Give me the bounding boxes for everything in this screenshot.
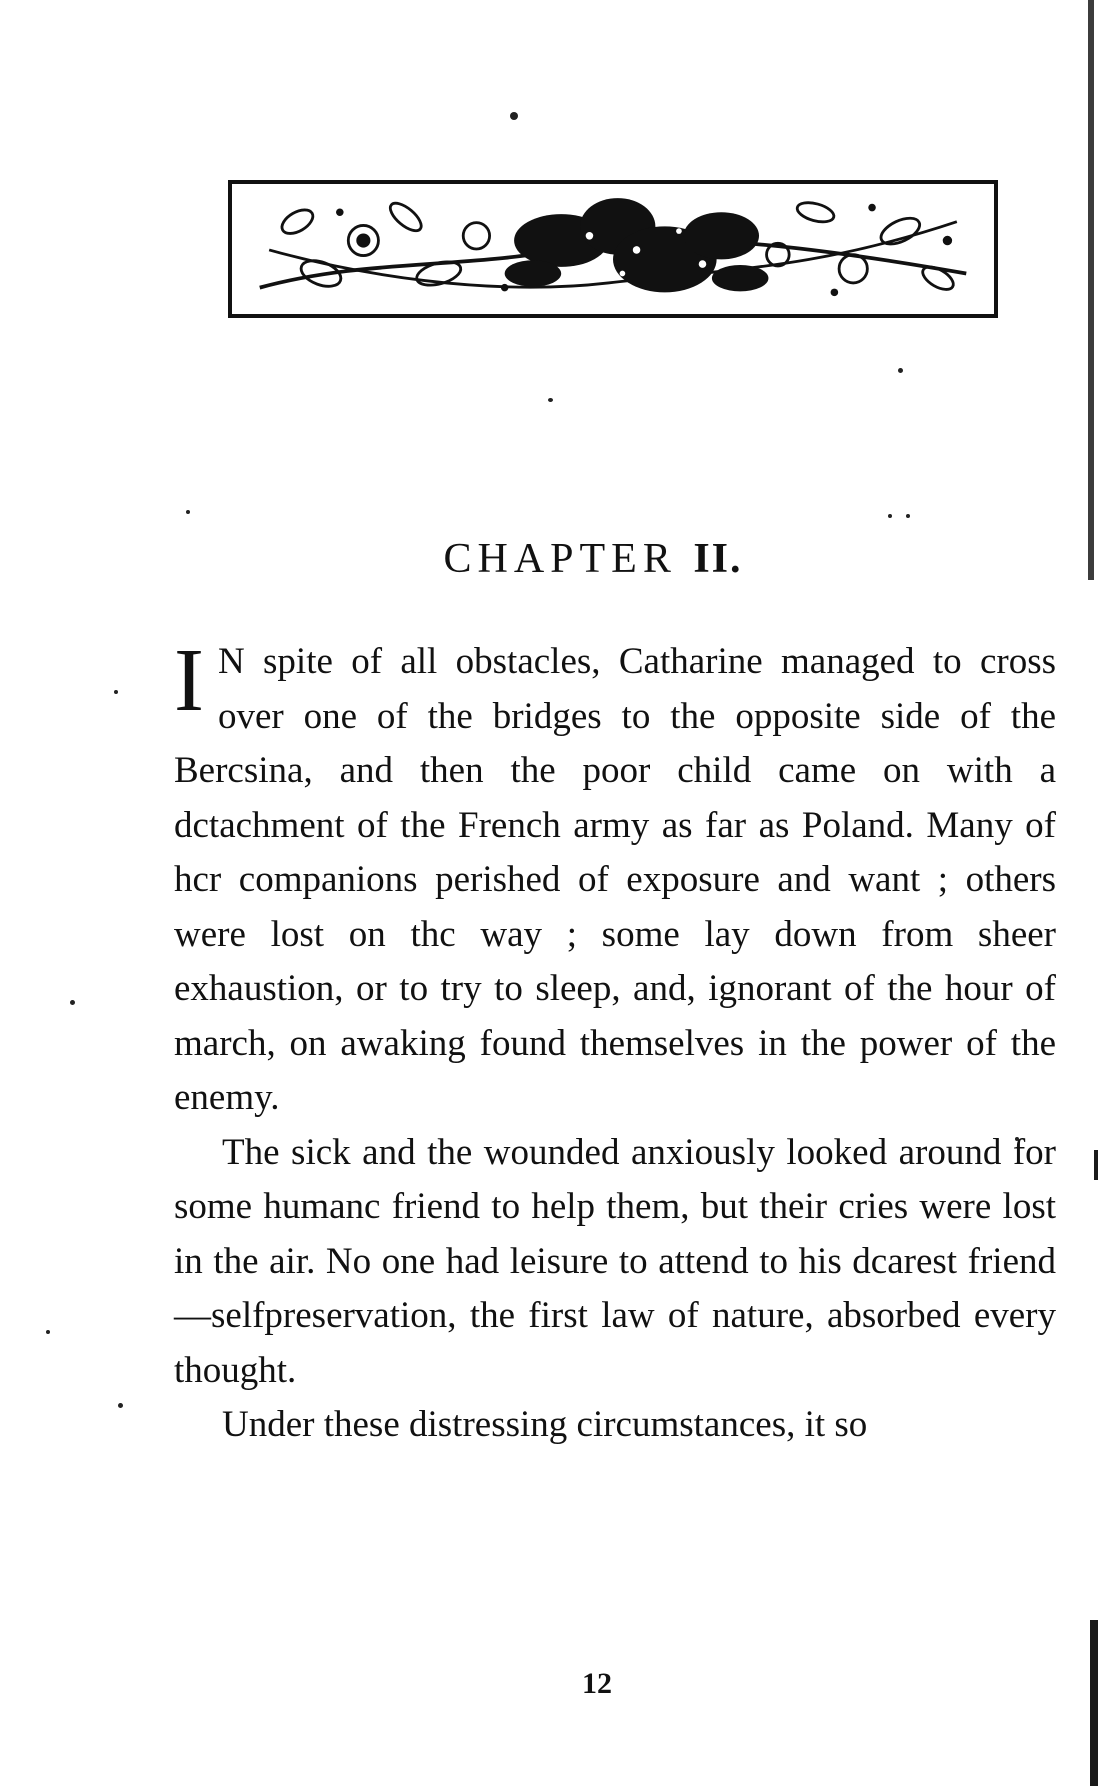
scan-speck [70, 1000, 75, 1005]
scan-speck [46, 1330, 50, 1334]
page-edge-shadow [1088, 0, 1094, 580]
ornamental-headpiece [228, 180, 998, 318]
scan-speck [114, 690, 118, 694]
scan-speck [510, 112, 518, 120]
scan-speck [898, 368, 903, 373]
paragraph [174, 1126, 1056, 1399]
floral-ornament-icon [232, 184, 994, 314]
scan-speck [888, 514, 892, 518]
scan-speck [548, 398, 553, 402]
scan-speck [118, 1403, 123, 1408]
page-number: 12 [582, 1667, 612, 1700]
drop-cap: I [174, 631, 204, 730]
paragraph-text: The sick and the wounded anxiously looked around for some humanc friend to help them, but their cries were lost in the air. No one had leisure to attend to his dcarest friend—selfpreservation, the first law of nature, absorbed every thought. [174, 1131, 1056, 1391]
paragraph [174, 631, 1056, 1126]
paragraph-text: Under these distressing circumstances, it so [222, 1404, 868, 1445]
paragraph [174, 1398, 1056, 1453]
chapter-label: CHAPTER [443, 536, 677, 582]
chapter-body [174, 631, 1056, 1453]
scan-speck [186, 510, 190, 514]
chapter-number: II. [693, 536, 743, 582]
page-edge-shadow [1090, 1620, 1098, 1786]
scan-speck [906, 514, 910, 518]
page-edge-shadow [1094, 1150, 1098, 1180]
chapter-heading [0, 535, 1106, 583]
paragraph-text: N spite of all obstacles, Catharine managed to cross over one of the bridges to the opposite side of the Bercsina, and then the poor child came on with a dctachment of the French army as far as Poland. Many of hcr companions perished of exposure and want ; others were lost on thc way ; some lay down from sheer exhaustion, or to try to sleep, and, ignorant of the hour of march, on awaking found themselves in the power of the enemy. [174, 641, 1056, 1118]
